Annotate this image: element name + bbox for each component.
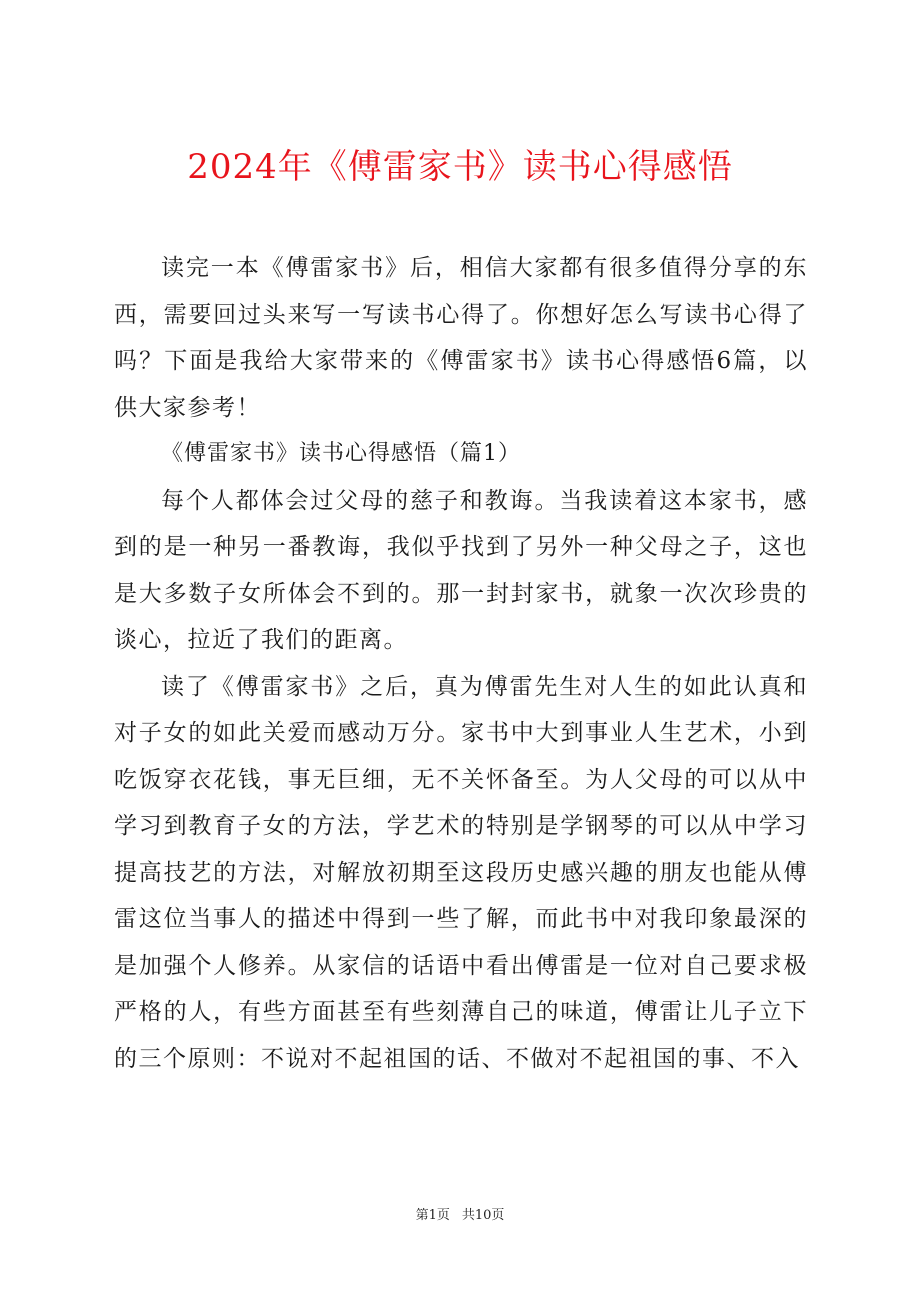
document-title: 2024年《傅雷家书》读书心得感悟 [187,147,733,187]
body-paragraph: 读了《傅雷家书》之后，真为傅雷先生对人生的如此认真和对子女的如此关爱而感动万分。家书中大到事业人生艺术，小到吃饭穿衣花钱，事无巨细，无不关怀备至。为人父母的可以从中学习到教育子女的方法，学艺术的特别是学钢琴的可以从中学习提高技艺的方法，对解放初期至这段历史感兴趣的朋友也能从傅雷这位当事人的描述中得到一些了解，而此书中对我印象最深的是加强个人修养。从家信的话语中看出傅雷是一位对自己要求极严格的人，有些方面甚至有些刻薄自己的味道，傅雷让儿子立下的三个原则：不说对不起祖国的话、不做对不起祖国的事、不入 [114,673,808,1072]
page-number: 第1页 [415,1208,450,1223]
page-footer [0,1207,920,1225]
section-heading: 《傅雷家书》读书心得感悟（篇1） [161,441,521,466]
intro-paragraph: 读完一本《傅雷家书》后，相信大家都有很多值得分享的东西，需要回过头来写一写读书心得了。你想好怎么写读书心得了吗？下面是我给大家带来的《傅雷家书》读书心得感悟6篇，以供大家参考！ [114,255,808,421]
body-paragraph: 每个人都体会过父母的慈子和教诲。当我读着这本家书，感到的是一种另一番教诲，我似乎找到了另外一种父母之子，这也是大多数子女所体会不到的。那一封封家书，就象一次次珍贵的谈心，拉近了我们的距离。 [114,487,808,653]
document-body [114,245,808,1082]
page-total: 共10页 [461,1208,505,1223]
